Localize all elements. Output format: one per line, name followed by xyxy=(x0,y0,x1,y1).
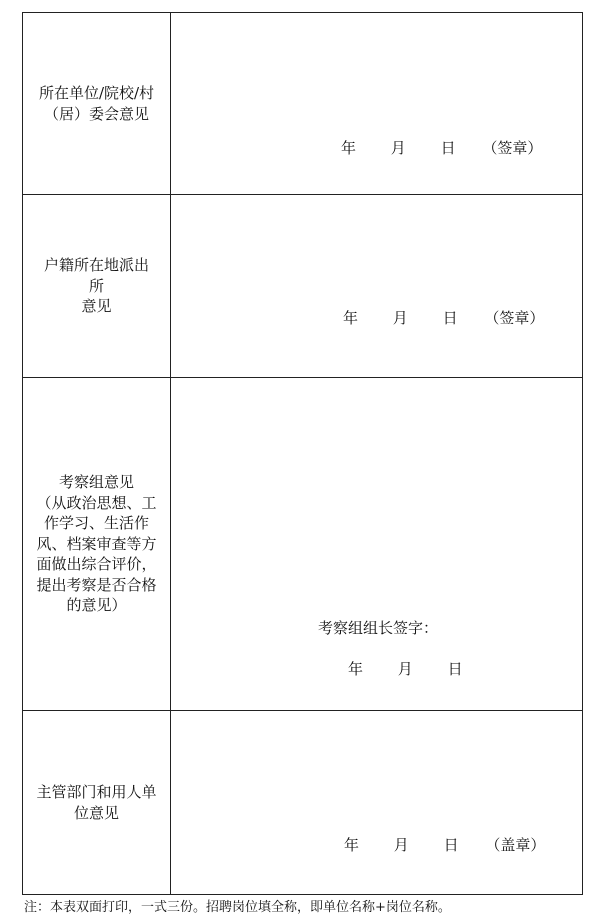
year-label: 年 xyxy=(341,139,357,157)
seal-label: （签章） xyxy=(484,309,545,327)
day-label: 日 xyxy=(447,660,463,678)
month-label: 月 xyxy=(392,309,408,327)
label-line: 的意见） xyxy=(66,596,127,615)
department-date-line xyxy=(344,834,545,855)
department-opinion-label xyxy=(23,711,171,895)
label-line: 所在单位/院校/村 xyxy=(38,84,155,102)
seal-label: （盖章） xyxy=(485,836,546,854)
police-opinion-field[interactable] xyxy=(171,195,583,378)
label-line: 面做出综合评价， xyxy=(36,555,157,574)
seal-label: （签章） xyxy=(482,139,543,157)
label-line: 考察组意见 xyxy=(58,473,134,492)
day-label: 日 xyxy=(443,836,459,854)
year-label: 年 xyxy=(344,836,360,854)
label-line: 作学习、生活作 xyxy=(43,514,149,533)
inspection-opinion-row xyxy=(23,378,583,711)
police-opinion-row xyxy=(23,195,583,378)
inspection-date-line xyxy=(348,658,463,679)
label-line: 风、档案审查等方 xyxy=(36,534,157,553)
year-label: 年 xyxy=(348,660,364,678)
department-opinion-field[interactable] xyxy=(171,711,583,895)
month-label: 月 xyxy=(397,660,413,678)
day-label: 日 xyxy=(440,139,456,157)
month-label: 月 xyxy=(393,836,409,854)
review-opinion-form xyxy=(22,12,583,895)
label-line: 提出考察是否合格 xyxy=(36,575,157,594)
police-opinion-label xyxy=(23,195,171,378)
year-label: 年 xyxy=(343,309,359,327)
label-line: 所 xyxy=(88,276,104,295)
inspection-opinion-label xyxy=(23,378,171,711)
label-line: （从政治思想、工 xyxy=(36,493,157,512)
month-label: 月 xyxy=(390,139,406,157)
label-line: 户籍所在地派出 xyxy=(43,256,149,275)
label-line: 位意见 xyxy=(73,803,119,822)
label-line: 意见 xyxy=(81,297,112,316)
police-date-line xyxy=(343,307,544,328)
unit-date-line xyxy=(341,137,542,158)
day-label: 日 xyxy=(442,309,458,327)
inspection-opinion-field[interactable] xyxy=(171,378,583,711)
label-line: 主管部门和用人单 xyxy=(36,783,157,801)
footnote: 注：本表双面打印，一式三份。招聘岗位填全称，即单位名称+岗位名称。 xyxy=(24,900,451,915)
unit-opinion-label xyxy=(23,13,171,195)
label-line: （居）委会意见 xyxy=(43,104,149,123)
unit-opinion-row xyxy=(23,13,583,195)
unit-opinion-field[interactable] xyxy=(171,13,583,195)
department-opinion-row xyxy=(23,711,583,895)
leader-signature-label: 考察组组长签字： xyxy=(318,619,439,637)
